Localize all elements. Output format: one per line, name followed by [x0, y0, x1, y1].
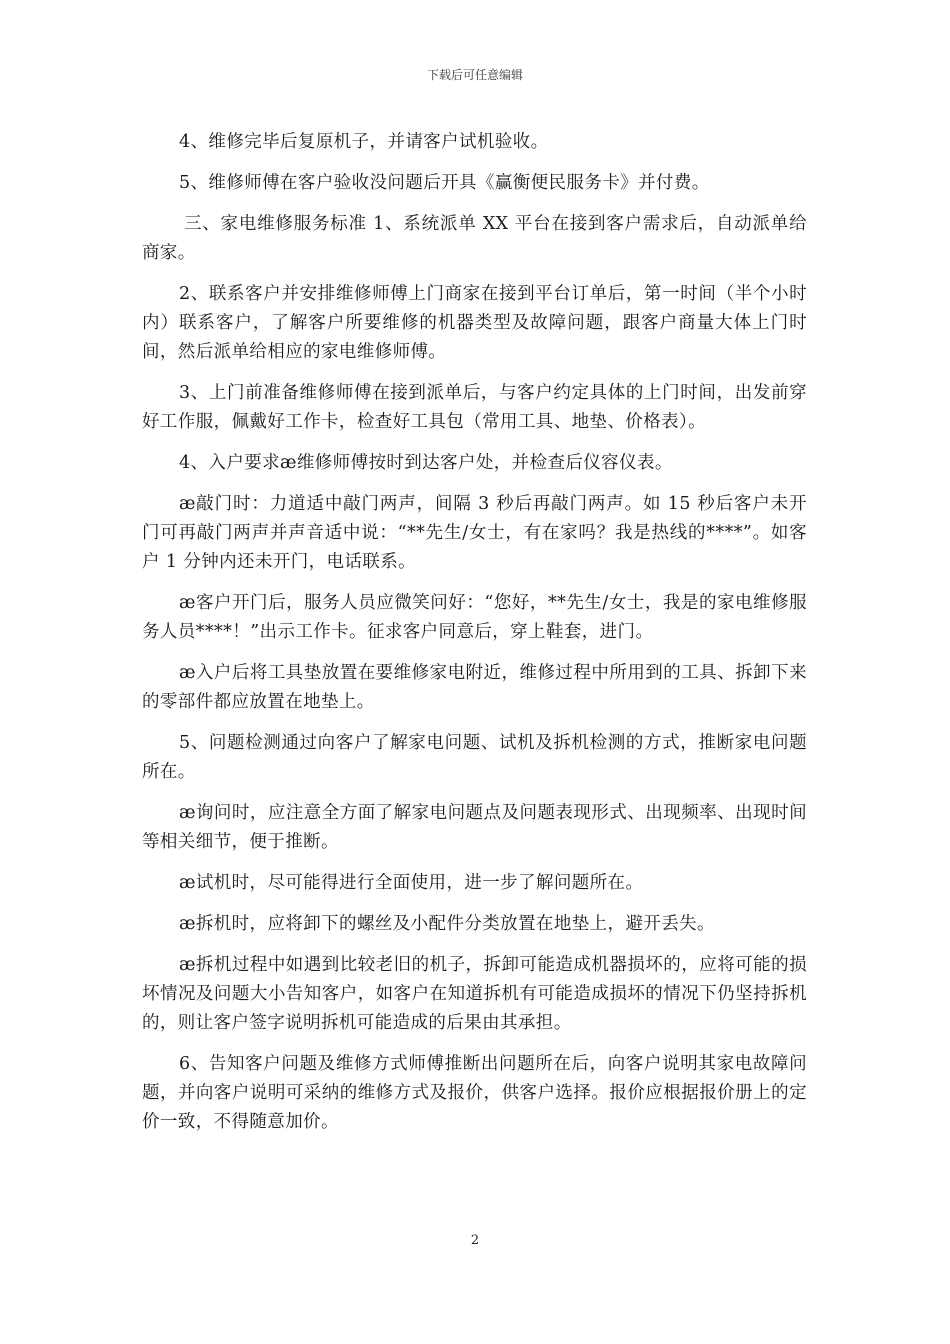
paragraph-disassembly: æ拆机时，应将卸下的螺丝及小配件分类放置在地垫上，避开丢失。 [179, 914, 715, 934]
paragraph-step-4-restore: 4、维修完毕后复原机子，并请客户试机验收。 [179, 132, 549, 152]
paragraph-pre-visit-prep: 3、上门前准备维修师傅在接到派单后，与客户约定具体的上门时间，出发前穿好工作服，佩戴好工作卡，检查好工具包（常用工具、地垫、价格表）。 [142, 383, 807, 432]
paragraph-old-machine-risk: æ拆机过程中如遇到比较老旧的机子，拆卸可能造成机器损坏的，应将可能的损坏情况及问题大小告知客户，如客户在知道拆机有可能造成损坏的情况下仍坚持拆机的，则让客户签字说明拆机可能造成的后果由其承担。 [142, 955, 807, 1033]
paragraph-entry-requirements: 4、入户要求æ维修师傅按时到达客户处，并检查后仪容仪表。 [179, 453, 673, 473]
paragraph-greeting: æ客户开门后，服务人员应微笑问好：“您好，**先生/女士，我是的家电维修服务人员****！”出示工作卡。征求客户同意后，穿上鞋套，进门。 [142, 593, 807, 642]
paragraph-inquiry: æ询问时，应注意全方面了解家电问题点及问题表现形式、出现频率、出现时间等相关细节，便于推断。 [142, 803, 807, 852]
page-number: 2 [470, 1233, 480, 1248]
paragraph-test-run: æ试机时，尽可能得进行全面使用，进一步了解问题所在。 [179, 873, 644, 893]
paragraph-inform-customer: 6、告知客户问题及维修方式师傅推断出问题所在后，向客户说明其家电故障问题，并向客户说明可采纳的维修方式及报价，供客户选择。报价应根据报价册上的定价一致，不得随意加价。 [142, 1054, 807, 1132]
paragraph-knocking: æ敲门时：力道适中敲门两声，间隔 3 秒后再敲门两声。如 15 秒后客户未开门可再敲门两声并声音适中说：“**先生/女士，有在家吗？我是热线的****”。如客户 1 分钟内还未开门，电话联系。 [142, 494, 807, 572]
paragraph-tool-mat: æ入户后将工具垫放置在要维修家电附近，维修过程中所用到的工具、拆卸下来的零部件都应放置在地垫上。 [142, 663, 807, 712]
paragraph-contact-customer: 2、联系客户并安排维修师傅上门商家在接到平台订单后，第一时间（半个小时内）联系客户，了解客户所要维修的机器类型及故障问题，跟客户商量大体上门时间，然后派单给相应的家电维修师傅。 [142, 284, 807, 362]
paragraph-step-5-payment: 5、维修师傅在客户验收没问题后开具《赢衡便民服务卡》并付费。 [179, 173, 710, 193]
page-header: 下载后可任意编辑 [426, 68, 523, 82]
paragraph-problem-detection: 5、问题检测通过向客户了解家电问题、试机及拆机检测的方式，推断家电问题所在。 [142, 733, 807, 782]
paragraph-section-3-dispatch: 三、家电维修服务标准 1、系统派单 XX 平台在接到客户需求后，自动派单给商家。 [142, 214, 807, 263]
document-body [142, 128, 807, 1149]
